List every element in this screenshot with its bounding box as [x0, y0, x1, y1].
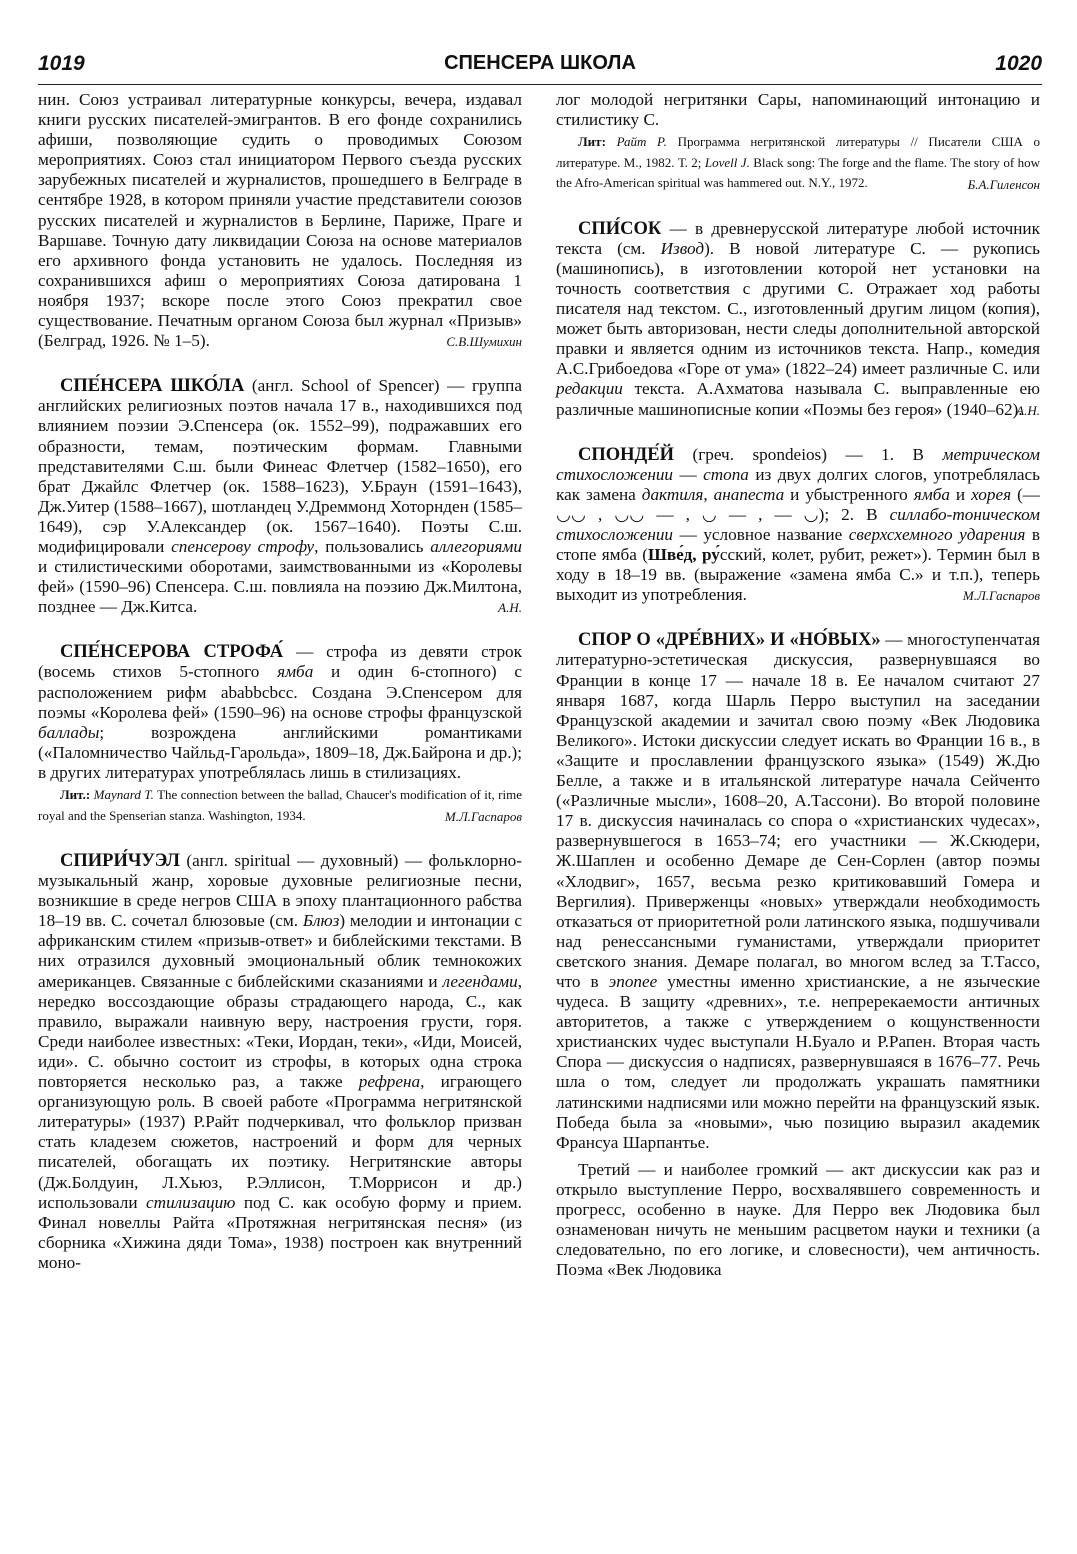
- running-title: СПЕНСЕРА ШКОЛА: [444, 52, 636, 74]
- headword: СПИРИ́ЧУЭЛ: [60, 851, 180, 871]
- headword: СПЕ́НСЕРОВА СТРОФА́: [60, 642, 284, 663]
- author-signature: С.В.Шумихин: [446, 334, 522, 350]
- page-number-right: 1020: [995, 52, 1042, 75]
- cross-reference: Извод: [660, 238, 705, 258]
- author-signature: М.Л.Гаспаров: [962, 588, 1040, 604]
- article-spisok: СПИ́СОК — в древнерусской литературе любой источник текста (см. Извод). В новой литературе С. — рукопись (машинопись), в изготовлении которой нет установки на точность соответствия с другими С. Отражает ход работы писателя над текстом. С., изготовленный другим лицом (копия), может быть авторизован, нести следы дополнительной авторской правки и является одним из источников текста. Напр., комедия А.С.Грибоедова «Горе от ума» (1822–24) имеет различные С. или редакции текста. А.Ахматова называла С. выправленные ею различные машинописные копии «Поэмы без героя» (1940–62). А.Н.: [556, 218, 1040, 419]
- cross-reference: редакции: [556, 379, 623, 399]
- headword: СПОР О «ДРЕ́ВНИХ» И «НО́ВЫХ»: [578, 630, 881, 651]
- article-spenserian-stanza: СПЕ́НСЕРОВА СТРОФА́ — строфа из девяти строк (восемь стихов 5-стопного ямба и один 6-стопного) с расположением рифм ababbcbcc. Создана Э.Спенсером для поэмы «Королева фей» (1590–96) на основе строфы французской баллады; возрождена английскими романтиками («Паломничество Чайльд-Гарольда», 1809–18, Дж.Байрона и др.); в других литературах употреблялась лишь в стилизациях. Лит.: Maynard T. The connection between the ballad, Chaucer's modification of it, rime royal and the Spenserian stanza. Washington, 1934. М.Л.Гаспаров: [38, 642, 523, 824]
- headword: СПОНДЕ́Й: [578, 444, 674, 465]
- article-spiritual: СПИРИ́ЧУЭЛ (англ. spiritual — духовный) — фольклорно-музыкальный жанр, хоровые духовные религиозные песни, возникшие в среде негров США в эпоху плантационного рабства 18–19 вв. С. сочетал блюзовые (см. Блюз) мелодии и интонации с африканским стилем «призыв-ответ» и библейскими текстами. В них отразился духовный эмоциональный облик темнокожих американцев. Связанные с библейскими сказаниями и легендами, нередко воссоздающие образы страдающего народа, С., как правило, выражали наивную веру, настроения грусти, горя. Среди наиболее известных: «Теки, Иордан, теки», «Иди, Моисей, иди». С. обычно состоит из строфы, в которых одна строка повторяется несколько раз, а также рефрена, играющего организующую роль. В своей работе «Программа негритянской литературы» (1937) Р.Райт подчеркивал, что фольклор призван стать кладезем сюжетов, настроений и форм для черных писателей, обогащать их поэтику. Негритянские авторы (Дж.Болдуин, Л.Хьюз, Р.Эллисон, Т.Моррисон и др.) использовали стилизацию под С. как особую форму и прием. Финал новеллы Райта «Протяжная негритянская песня» (из сборника «Хижина дяди Тома», 1938) построен как внутренний моно-: [38, 851, 522, 1272]
- author-signature: А.Н.: [1016, 402, 1040, 418]
- cross-reference: стилизацию: [146, 1192, 236, 1212]
- article-quarrel-ancients-moderns: СПОР О «ДРЕ́ВНИХ» И «НО́ВЫХ» — многоступенчатая литературно-эстетическая дискуссия, развернувшаяся во Франции в конце 17 — начале 18 в. Ее началом считают 27 января 1687, когда Шарль Перро выступил на заседании Французской академии и зачитал свою поэму «Век Людовика Великого». Истоки дискуссии следует искать во Франции 16 в., в «Защите и прославлении французского языка» (1549) Ж.Дю Белле, а также и в итальянской литературе начала Сейченто («Различные мысли», 1608–20, А.Тассони). Во второй половине 17 в. дискуссия начиналась со спора о «христианских чудесах», развернувшегося в 1653–74; его участники — Ж.Скюдери, Ж.Шаплен и особенно Демаре де Сен-Сорлен (автор поэмы «Хлодвиг», 1657, весьма резко критиковавший Гомера и Вергилия). Приверженцы «новых» утверждали необходимость отказаться от приоритетной роли латинского языка, подшучивали над ренессансными гуманистами, утверждали приоритет светского знания. Демаре полагал, во многом вслед за Т.Тассо, что в эпопее уместны именно христианские, а не языческие чудеса. В защиту «древних», т.е. непререкаемости античных авторитетов, а также с утверждением о кощунственности христианских чудес выступали Н.Буало и Р.Рапен. Вторая часть Спора — дискуссия о надписях, развернувшаяся в 1676–77. Речь шла о том, следует ли продолжать украшать памятники латинскими надписями или можно перейти на французский язык. Победа была за «новыми», чью позицию выразил академик Франсуа Шарпантье. Третий — и наиболее громкий — акт дискуссии как раз и открыло выступление Перро, восхвалявшего современность и прогресс, особенно в науке. Для Перро век Людовика был ознаменован ничуть не меньшим расцветом науки и техники (а следовательно, по его логике, и словесности), чем античность. Поэма «Век Людовика: [556, 630, 1040, 1280]
- article-spencer-school: СПЕ́НСЕРА ШКО́ЛА (англ. School of Spencer) — группа английских религиозных поэтов начала 17 в., находившихся под влиянием поэзии Э.Спенсера (ок. 1552–99), подражавших его образности, темам, поэтическим формам. Главными представителями С.ш. были Финеас Флетчер (1582–1650), его брат Джайлс Флетчер (ок. 1588–1623), У.Браун (1591–1643), Дж.Уитер (1588–1667), шотландец У.Дреммонд Хоторнден (1585–1649), сэр У.Александер (ок. 1567–1640). Поэты С.ш. модифицировали спенсерову строфу, пользовались аллегориями и стилистическими оборотами, заимствованными из «Королевы фей» (1590–96) Спенсера. С.ш. повлияла на поэзию Дж.Милтона, позднее — Дж.Китса. А.Н.: [38, 376, 522, 617]
- paragraph: Третий — и наиболее громкий — акт дискуссии как раз и открыло выступление Перро, восхвалявшего современность и прогресс, особенно в науке. Для Перро век Людовика был ознаменован ничуть не меньшим расцветом науки и техники (а следовательно, по его логике, и словесности), чем античность. Поэма «Век Людовика: [556, 1159, 1040, 1280]
- running-header: [38, 52, 1042, 88]
- page-number-left: 1019: [38, 52, 85, 75]
- cross-reference: рефрена: [358, 1072, 421, 1092]
- author-signature: Б.А.Гиленсон: [967, 176, 1040, 192]
- continued-paragraph: нин. Союз устраивал литературные конкурсы, вечера, издавал книги русских писателей-эмигрантов. В его фонде сохранились афиши, позволяющие судить о проводимых Союзом мероприятиях. Союз стал инициатором Первого съезда русских зарубежных писателей и журналистов, прошедшего в Белграде в сентябре 1928, в котором приняли участие представители союзов русских писателей и журналистов в Берлине, Париже, Праге и Варшаве. Точную дату ликвидации Союза на основе материалов его архивного фонда установить не удалось. Последняя из сохранившихся афиш о мероприятиях Союза датирована 1 ноября 1937; вскоре после этого Союз прекратил свое существование. Печатным органом Союза был журнал «Призыв» (Белград, 1926. № 1–5).: [38, 90, 522, 351]
- headword: СПЕ́НСЕРА ШКО́ЛА: [60, 376, 245, 397]
- cross-reference: баллады: [38, 722, 100, 742]
- author-signature: А.Н.: [498, 600, 522, 616]
- cross-reference: Блюз: [302, 911, 340, 931]
- bibliography: Лит: Райт Р. Программа негритянской литературы // Писатели США о литературе. М., 1982. Т. 2; Lovell J. Black song: The forge and the flame. The story of how the Afro-American spiritual was hammered out. N.Y., 1972.: [556, 134, 1041, 191]
- cross-reference: эпопее: [608, 971, 658, 991]
- bibliography: Лит.: Maynard T. The connection between the ballad, Chaucer's modification of it, rime royal and the Spenserian stanza. Washington, 1934.: [38, 787, 523, 823]
- header-rule: [38, 84, 1042, 85]
- cross-reference: спенсерову строфу: [171, 536, 315, 556]
- column-left: [38, 90, 522, 1273]
- headword: СПИ́СОК: [578, 218, 662, 239]
- column-right: [556, 90, 1040, 1280]
- cross-reference: ямба: [277, 662, 314, 682]
- continued-paragraph: лог молодой негритянки Сары, напоминающий интонацию и стилистику С.: [556, 90, 1040, 130]
- author-signature: М.Л.Гаспаров: [444, 809, 522, 824]
- article-spondee: СПОНДЕ́Й (греч. spondeios) — 1. В метрическом стихосложении — стопа из двух долгих слогов, употреблялась как замена дактиля, анапеста и убыстренного ямба и хорея (— ◡◡ , ◡◡ — , ◡ — , — ◡); 2. В силлабо-тоническом стихосложении — условное название сверхсхемного ударения в стопе ямба (Шве́д, ру́сский, колет, рубит, режет»). Термин был в ходу в 18–19 вв. (выражение «замена ямба С.» и т.п.), теперь выходит из употребления. М.Л.Гаспаров: [556, 444, 1041, 605]
- cross-reference: аллегориями: [430, 536, 522, 556]
- cross-reference: легендами: [442, 971, 518, 991]
